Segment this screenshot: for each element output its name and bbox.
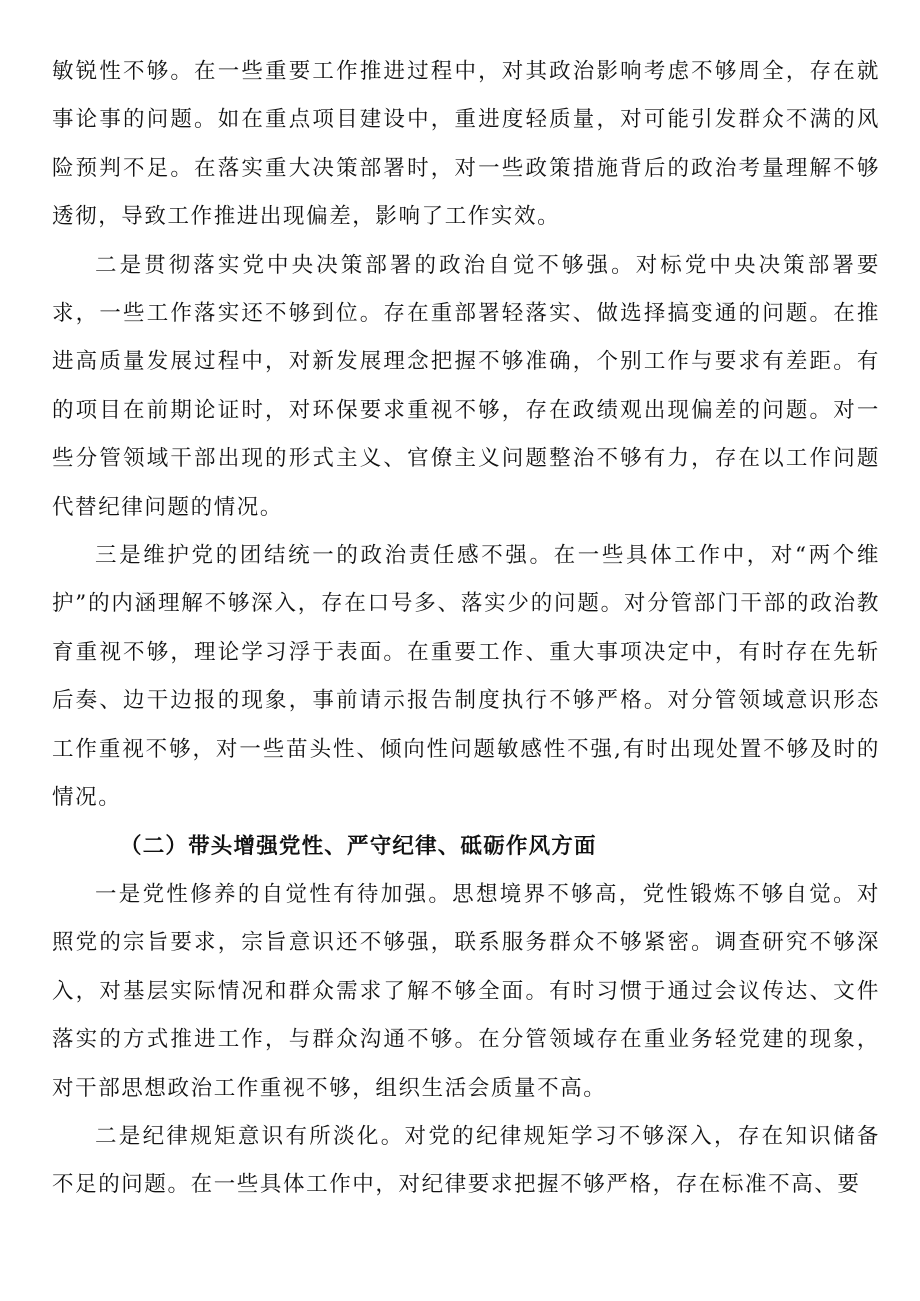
paragraph-continuation: 敏锐性不够。在一些重要工作推进过程中，对其政治影响考虑不够周全，存在就事论事的问题。如在重点项目建设中，重进度轻质量，对可能引发群众不满的风险预判不足。在落实重大决策部署时，对一些政策措施背后的政治考量理解不够透彻，导致工作推进出现偏差，影响了工作实效。 xyxy=(52,59,880,230)
paragraph-discipline-rules: 二是纪律规矩意识有所淡化。对党的纪律规矩学习不够深入，存在知识储备不足的问题。在一些具体工作中，对纪律要求把握不够严格，存在标准不高、要 xyxy=(52,1123,880,1198)
paragraph-political-consciousness: 二是贯彻落实党中央决策部署的政治自觉不够强。对标党中央决策部署要求，一些工作落实还不够到位。存在重部署轻落实、做选择搞变通的问题。在推进高质量发展过程中，对新发展理念把握不够准确，个别工作与要求有差距。有的项目在前期论证时，对环保要求重视不够，存在政绩观出现偏差的问题。对一些分管领域干部出现的形式主义、官僚主义问题整治不够有力，存在以工作问题代替纪律问题的情况。 xyxy=(52,252,880,520)
paragraph-party-spirit: 一是党性修养的自觉性有待加强。思想境界不够高，党性锻炼不够自觉。对照党的宗旨要求，宗旨意识还不够强，联系服务群众不够紧密。调查研究不够深入，对基层实际情况和群众需求了解不够全面。有时习惯于通过会议传达、文件落实的方式推进工作，与群众沟通不够。在分管领域存在重业务轻党建的现象，对干部思想政治工作重视不够，组织生活会质量不高。 xyxy=(52,881,880,1101)
paragraph-party-unity: 三是维护党的团结统一的政治责任感不强。在一些具体工作中，对“两个维护”的内涵理解不够深入，存在口号多、落实少的问题。对分管部门干部的政治教育重视不够，理论学习浮于表面。在重要工作、重大事项决定中，有时存在先斩后奏、边干边报的现象，事前请示报告制度执行不够严格。对分管领域意识形态工作重视不够，对一些苗头性、倾向性问题敏感性不强,有时出现处置不够及时的情况。 xyxy=(52,543,880,811)
section-heading: （二）带头增强党性、严守纪律、砥砺作风方面 xyxy=(120,833,597,859)
